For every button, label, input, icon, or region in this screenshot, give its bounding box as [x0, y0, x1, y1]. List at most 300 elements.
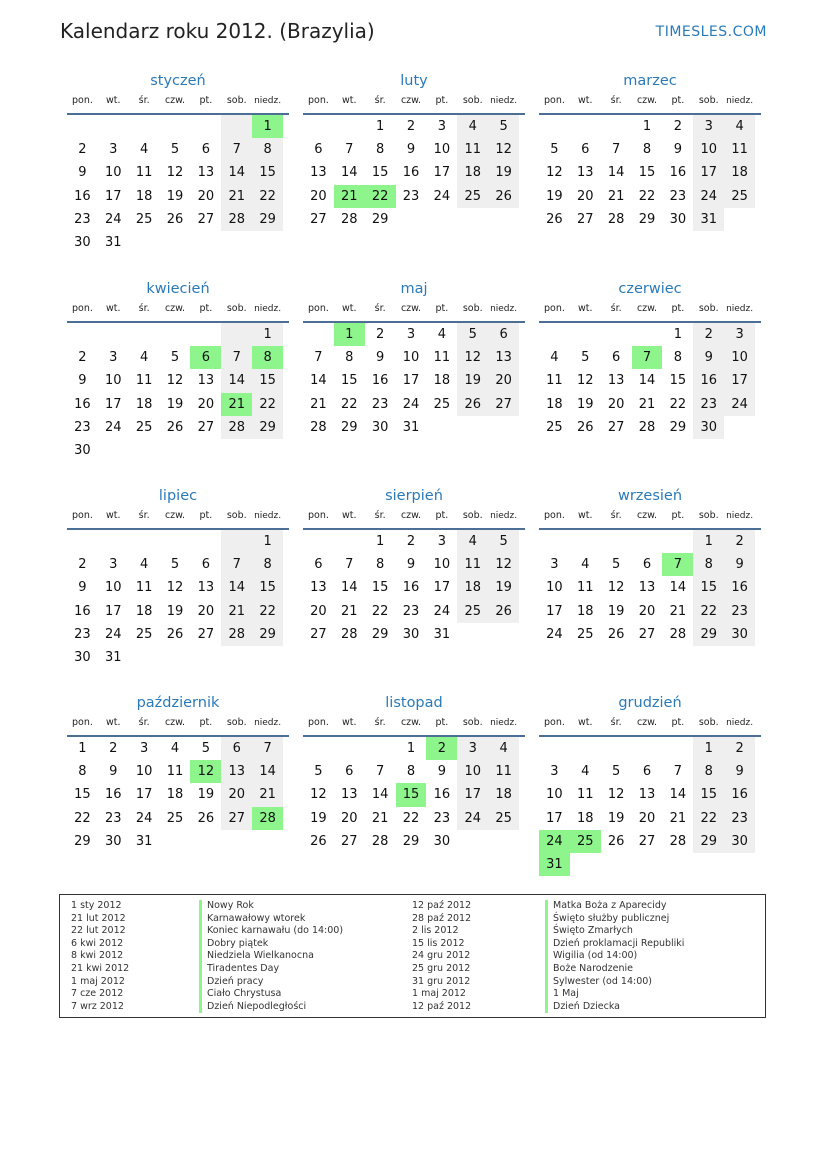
day-empty	[488, 830, 519, 853]
weekday-label: pon.	[71, 510, 93, 521]
day-cell: 4	[457, 530, 488, 553]
weekday-label: pon.	[543, 303, 565, 314]
day-empty	[252, 231, 283, 254]
day-cell: 17	[105, 188, 122, 204]
day-cell: 9	[109, 764, 118, 780]
week-row	[539, 830, 761, 853]
legend-holiday-name: Święto Zmarłych	[545, 925, 684, 938]
legend-date: 7 wrz 2012	[71, 1000, 124, 1012]
month-4	[303, 278, 525, 439]
week-row	[67, 115, 289, 138]
weekday-label: śr.	[610, 303, 622, 314]
day-cell: 2	[78, 557, 87, 573]
day-cell: 5	[612, 557, 621, 573]
week-row	[539, 393, 761, 416]
day-cell: 8	[693, 553, 724, 576]
weekday-label: niedz.	[490, 511, 518, 521]
weekday-label: śr.	[138, 510, 150, 521]
day-cell: 7	[345, 557, 354, 573]
day-cell: 14	[221, 161, 252, 184]
month-name: sierpień	[385, 488, 443, 504]
legend-right-names	[545, 900, 684, 1013]
day-empty	[160, 530, 191, 553]
week-row	[67, 807, 289, 830]
day-cell: 24	[135, 810, 153, 826]
day-cell: 2	[78, 142, 87, 158]
day-cell: 9	[724, 760, 755, 783]
day-cell: 10	[433, 142, 451, 158]
day-cell: 26	[577, 419, 594, 435]
day-cell: 29	[252, 623, 283, 646]
day-cell: 24	[724, 393, 755, 416]
day-cell: 25	[457, 185, 488, 208]
day-cell: 22	[341, 396, 358, 412]
week-row	[303, 369, 525, 392]
day-cell: 12	[310, 787, 327, 803]
legend-right-dates	[412, 900, 471, 1013]
weekday-label: pon.	[307, 95, 329, 106]
day-cell: 25	[135, 211, 153, 227]
day-empty	[190, 439, 221, 462]
day-empty	[98, 323, 129, 346]
day-cell: 9	[78, 373, 87, 389]
day-cell: 17	[693, 161, 724, 184]
day-cell: 28	[341, 626, 358, 642]
day-cell: 15	[669, 373, 687, 389]
weekday-label: wt.	[578, 95, 593, 106]
weekday-label: pt.	[671, 717, 685, 728]
day-cell: 13	[341, 787, 358, 803]
week-row	[303, 115, 525, 138]
week-row	[67, 416, 289, 439]
weekday-label: wt.	[578, 717, 593, 728]
day-cell: 5	[457, 323, 488, 346]
day-empty	[303, 530, 334, 553]
day-empty	[632, 737, 663, 760]
week-row	[67, 393, 289, 416]
day-cell: 17	[724, 369, 755, 392]
legend-date: 6 kwi 2012	[71, 937, 124, 949]
weekday-label: pon.	[307, 510, 329, 521]
day-cell: 25	[457, 600, 488, 623]
day-cell: 11	[546, 373, 563, 389]
day-cell: 26	[546, 211, 563, 227]
weekday-label: czw.	[636, 717, 658, 728]
day-cell: 9	[406, 142, 416, 158]
day-cell: 1	[693, 737, 724, 760]
day-cell: 2	[406, 534, 416, 549]
day-cell: 6	[314, 142, 323, 158]
weekday-label: pon.	[71, 717, 93, 728]
day-cell: 1	[334, 323, 365, 346]
day-cell: 30	[402, 626, 420, 642]
day-cell: 12	[457, 346, 488, 369]
day-cell: 31	[693, 208, 724, 231]
legend-date: 2 lis 2012	[412, 925, 459, 937]
week-row	[539, 115, 761, 138]
day-cell: 21	[252, 783, 283, 806]
day-empty	[252, 646, 283, 669]
day-cell: 14	[252, 760, 283, 783]
brand-link[interactable]: TIMESLES.COM	[655, 24, 767, 40]
day-cell: 19	[488, 161, 519, 184]
day-empty	[601, 323, 632, 346]
day-empty	[662, 530, 693, 553]
week-row	[67, 646, 289, 669]
day-empty	[190, 231, 221, 254]
day-cell: 29	[74, 833, 91, 849]
day-cell: 31	[135, 833, 153, 849]
weekday-label: pt.	[435, 717, 449, 728]
day-cell: 3	[437, 534, 446, 549]
day-cell: 9	[376, 350, 385, 366]
day-cell: 30	[724, 623, 755, 646]
day-cell: 1	[252, 323, 283, 346]
day-cell: 27	[221, 807, 252, 830]
day-cell: 24	[105, 626, 122, 642]
day-cell: 18	[166, 787, 184, 803]
week-row	[303, 208, 525, 231]
weekday-label: czw.	[400, 303, 422, 314]
day-cell: 28	[638, 419, 656, 435]
day-cell: 13	[197, 580, 215, 596]
day-cell: 15	[252, 576, 283, 599]
month-name: październik	[136, 695, 220, 711]
day-empty	[693, 853, 724, 876]
day-cell: 3	[550, 764, 559, 780]
day-cell: 2	[673, 119, 682, 134]
day-cell: 15	[396, 783, 427, 806]
day-cell: 11	[724, 138, 755, 161]
day-cell: 8	[252, 346, 283, 369]
day-cell: 10	[105, 165, 122, 181]
day-cell: 11	[577, 787, 594, 803]
week-row	[539, 346, 761, 369]
day-cell: 17	[105, 396, 122, 412]
day-cell: 22	[638, 188, 656, 204]
day-cell: 22	[365, 185, 396, 208]
month-3	[67, 278, 289, 462]
day-empty	[221, 115, 252, 138]
day-cell: 15	[371, 165, 389, 181]
day-empty	[570, 530, 601, 553]
week-row	[303, 807, 525, 830]
weekday-label: śr.	[374, 510, 386, 521]
day-empty	[632, 530, 663, 553]
day-cell: 14	[669, 787, 687, 803]
day-cell: 8	[673, 350, 682, 366]
day-cell: 3	[109, 142, 118, 158]
week-row	[67, 830, 289, 853]
week-row	[303, 623, 525, 646]
day-cell: 18	[577, 810, 594, 826]
day-cell: 26	[310, 833, 327, 849]
day-cell: 16	[402, 165, 420, 181]
day-cell: 16	[724, 783, 755, 806]
month-1	[303, 70, 525, 231]
legend-holiday-name: Dzień pracy	[199, 976, 343, 989]
day-cell: 10	[433, 557, 451, 573]
day-cell: 3	[109, 350, 118, 366]
day-cell: 17	[433, 165, 451, 181]
month-name: grudzień	[618, 695, 682, 711]
day-empty	[190, 830, 221, 853]
month-2	[539, 70, 761, 231]
day-cell: 6	[642, 557, 652, 573]
day-cell: 18	[457, 576, 488, 599]
week-row	[67, 737, 289, 760]
weekday-label: niedz.	[254, 96, 282, 106]
weekday-header	[539, 715, 761, 737]
weekday-label: pon.	[71, 303, 93, 314]
legend-left-dates	[71, 900, 129, 1013]
legend-date: 15 lis 2012	[412, 937, 465, 949]
day-cell: 9	[406, 557, 416, 573]
day-cell: 14	[310, 373, 327, 389]
day-cell: 24	[539, 830, 570, 853]
day-cell: 2	[406, 119, 416, 134]
week-row	[67, 530, 289, 553]
day-cell: 23	[724, 600, 755, 623]
day-cell: 22	[402, 810, 420, 826]
day-empty	[539, 115, 570, 138]
legend-date: 1 maj 2012	[412, 988, 466, 1000]
day-empty	[457, 208, 488, 231]
month-name: marzec	[623, 73, 677, 89]
day-cell: 23	[693, 393, 724, 416]
weekday-label: śr.	[138, 95, 150, 106]
day-cell: 10	[693, 138, 724, 161]
day-cell: 14	[221, 369, 252, 392]
legend-holiday-name: Tiradentes Day	[199, 963, 343, 976]
weekday-label: czw.	[636, 95, 658, 106]
weekday-label: sob.	[226, 303, 247, 314]
day-cell: 9	[693, 346, 724, 369]
day-empty	[129, 439, 160, 462]
day-cell: 31	[402, 419, 420, 435]
day-cell: 15	[341, 373, 358, 389]
day-cell: 26	[457, 393, 488, 416]
day-cell: 4	[581, 557, 590, 573]
day-cell: 12	[488, 138, 519, 161]
day-cell: 15	[252, 161, 283, 184]
weekday-label: pt.	[671, 303, 685, 314]
day-cell: 20	[197, 188, 215, 204]
weekday-label: sob.	[698, 303, 719, 314]
day-cell: 27	[638, 833, 656, 849]
week-row	[539, 530, 761, 553]
day-empty	[457, 830, 488, 853]
day-cell: 25	[724, 185, 755, 208]
day-cell: 20	[638, 603, 656, 619]
day-cell: 14	[371, 787, 389, 803]
day-cell: 30	[724, 830, 755, 853]
day-empty	[601, 530, 632, 553]
day-cell: 16	[402, 580, 420, 596]
day-cell: 30	[371, 419, 389, 435]
day-cell: 30	[693, 416, 724, 439]
day-cell: 27	[607, 419, 625, 435]
day-cell: 22	[693, 807, 724, 830]
day-cell: 20	[638, 810, 656, 826]
week-row	[303, 323, 525, 346]
day-cell: 27	[197, 211, 215, 227]
day-cell: 20	[488, 369, 519, 392]
weekday-label: niedz.	[254, 304, 282, 314]
day-cell: 5	[488, 530, 519, 553]
day-cell: 8	[693, 760, 724, 783]
day-cell: 23	[402, 188, 420, 204]
day-cell: 7	[221, 553, 252, 576]
week-row	[303, 737, 525, 760]
day-cell: 29	[371, 626, 389, 642]
weekday-header	[303, 508, 525, 530]
weekday-label: pon.	[543, 717, 565, 728]
day-cell: 28	[310, 419, 327, 435]
day-cell: 16	[74, 188, 91, 204]
day-cell: 26	[166, 419, 184, 435]
day-cell: 16	[433, 787, 451, 803]
week-row	[303, 600, 525, 623]
day-cell: 27	[310, 626, 327, 642]
day-empty	[334, 530, 365, 553]
day-empty	[221, 830, 252, 853]
day-empty	[129, 646, 160, 669]
day-cell: 31	[105, 234, 122, 250]
weekday-label: pt.	[671, 510, 685, 521]
month-6	[67, 485, 289, 669]
day-cell: 18	[577, 603, 594, 619]
week-row	[539, 138, 761, 161]
day-cell: 1	[673, 327, 682, 342]
legend-date: 21 lut 2012	[71, 912, 126, 924]
day-cell: 24	[105, 211, 122, 227]
day-empty	[570, 323, 601, 346]
weekday-label: pon.	[307, 303, 329, 314]
day-cell: 3	[457, 737, 488, 760]
day-cell: 26	[488, 185, 519, 208]
weekday-label: wt.	[342, 95, 357, 106]
day-cell: 4	[488, 737, 519, 760]
day-cell: 22	[371, 603, 389, 619]
day-cell: 19	[488, 576, 519, 599]
day-cell: 10	[546, 580, 563, 596]
day-cell: 16	[74, 396, 91, 412]
day-cell: 10	[546, 787, 563, 803]
week-row	[539, 208, 761, 231]
day-cell: 4	[457, 115, 488, 138]
day-cell: 10	[402, 350, 420, 366]
day-cell: 20	[310, 188, 327, 204]
day-cell: 5	[201, 741, 210, 756]
day-cell: 1	[252, 530, 283, 553]
weekday-label: niedz.	[490, 96, 518, 106]
day-empty	[570, 737, 601, 760]
day-cell: 25	[546, 419, 563, 435]
day-empty	[303, 115, 334, 138]
day-cell: 11	[457, 553, 488, 576]
day-cell: 28	[221, 416, 252, 439]
legend-holiday-name: Nowy Rok	[199, 900, 343, 913]
week-row	[67, 439, 289, 462]
day-cell: 25	[135, 419, 153, 435]
day-empty	[98, 530, 129, 553]
weekday-label: pt.	[671, 95, 685, 106]
day-cell: 11	[166, 764, 184, 780]
day-cell: 28	[669, 833, 687, 849]
day-cell: 20	[197, 603, 215, 619]
day-cell: 21	[221, 185, 252, 208]
week-row	[303, 161, 525, 184]
day-cell: 8	[406, 764, 416, 780]
day-cell: 10	[105, 580, 122, 596]
week-row	[67, 553, 289, 576]
day-cell: 19	[607, 810, 625, 826]
day-cell: 16	[669, 165, 687, 181]
weekday-label: śr.	[374, 717, 386, 728]
day-cell: 27	[310, 211, 327, 227]
week-row	[67, 323, 289, 346]
week-row	[539, 553, 761, 576]
day-cell: 20	[310, 603, 327, 619]
page-title: Kalendarz roku 2012. (Brazylia)	[60, 19, 375, 43]
week-row	[303, 393, 525, 416]
weekday-label: pon.	[71, 95, 93, 106]
day-cell: 13	[197, 373, 215, 389]
weekday-header	[303, 93, 525, 115]
weekday-header	[67, 93, 289, 115]
week-row	[67, 600, 289, 623]
day-empty	[457, 623, 488, 646]
legend-holiday-name: Święto służby publicznej	[545, 913, 684, 926]
day-cell: 25	[570, 830, 601, 853]
week-row	[303, 576, 525, 599]
day-cell: 30	[433, 833, 451, 849]
day-empty	[539, 530, 570, 553]
day-cell: 21	[341, 603, 358, 619]
day-empty	[221, 530, 252, 553]
week-row	[67, 623, 289, 646]
day-empty	[570, 115, 601, 138]
weekday-label: pt.	[199, 303, 213, 314]
day-cell: 29	[669, 419, 687, 435]
legend-date: 1 maj 2012	[71, 975, 125, 987]
weekday-header	[67, 715, 289, 737]
day-empty	[632, 323, 663, 346]
day-empty	[190, 115, 221, 138]
month-0	[67, 70, 289, 254]
day-cell: 1	[406, 741, 416, 756]
day-empty	[221, 439, 252, 462]
day-cell: 14	[341, 165, 358, 181]
day-cell: 20	[221, 783, 252, 806]
day-empty	[601, 737, 632, 760]
week-row	[539, 185, 761, 208]
weekday-label: pt.	[199, 95, 213, 106]
day-cell: 31	[105, 649, 122, 665]
day-cell: 31	[433, 626, 451, 642]
week-row	[67, 185, 289, 208]
day-cell: 14	[638, 373, 656, 389]
day-cell: 27	[577, 211, 594, 227]
day-cell: 5	[170, 557, 180, 573]
day-cell: 11	[457, 138, 488, 161]
day-cell: 5	[314, 764, 323, 780]
day-cell: 7	[632, 346, 663, 369]
weekday-label: wt.	[106, 510, 121, 521]
day-cell: 10	[105, 373, 122, 389]
weekday-label: sob.	[226, 510, 247, 521]
